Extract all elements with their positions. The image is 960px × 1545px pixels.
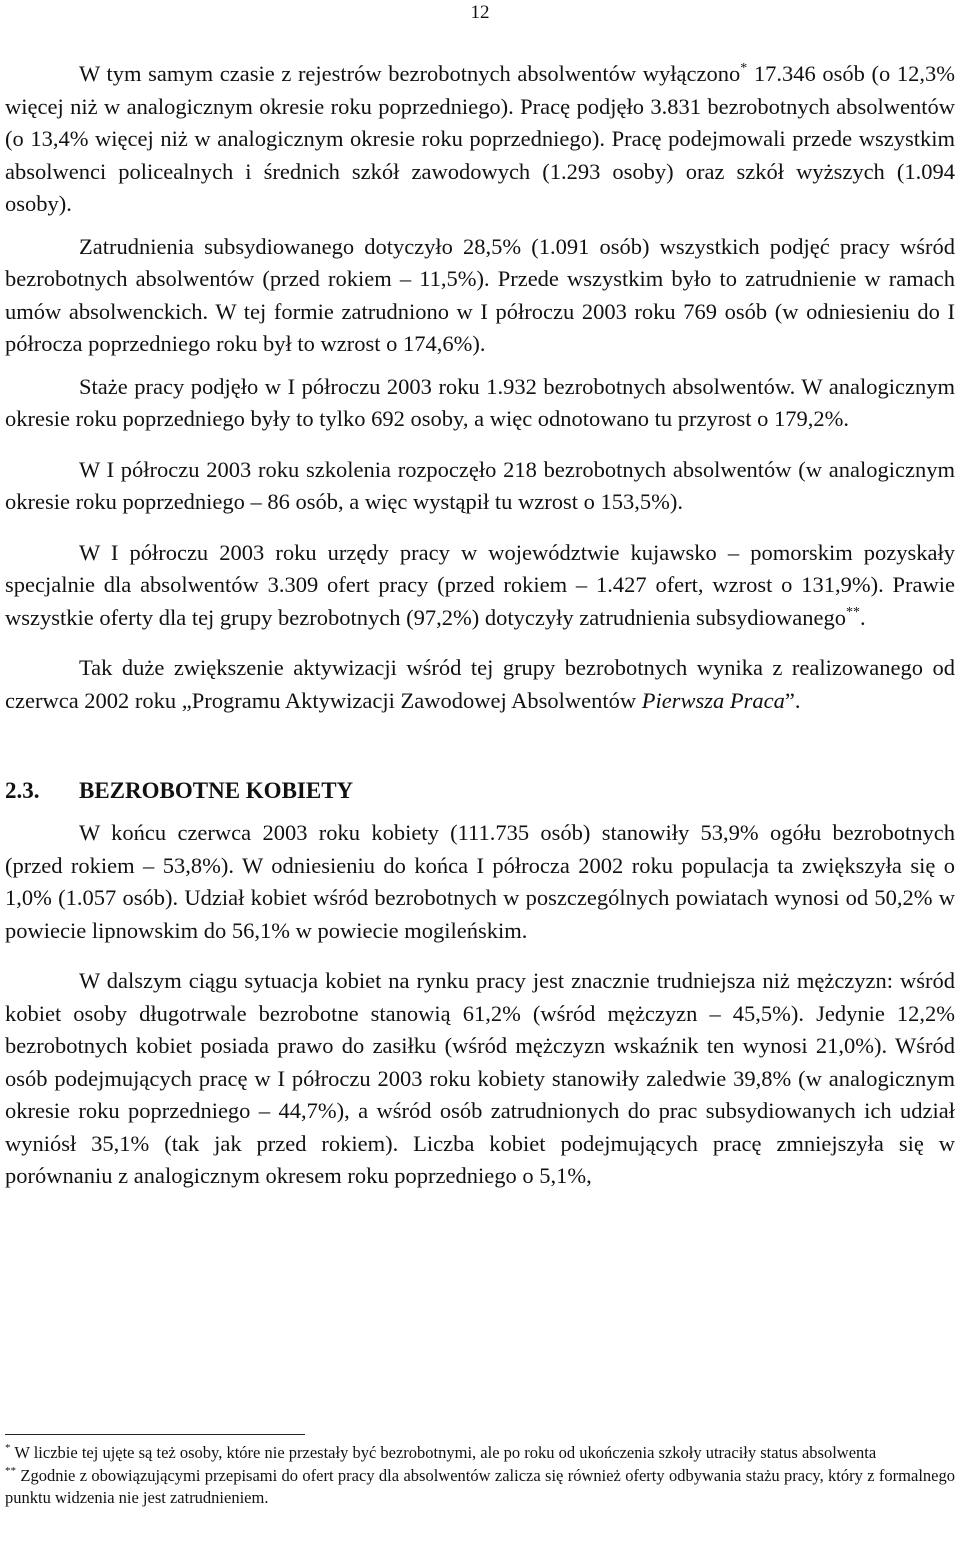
- footnotes: [5, 1442, 955, 1510]
- paragraph-program: [5, 652, 955, 717]
- paragraph-text: W tym samym czasie z rejestrów bezrobotnych absolwentów wyłączono: [79, 61, 741, 86]
- footnote-mark: **: [5, 1464, 16, 1477]
- footnote-mark: *: [5, 1442, 11, 1454]
- paragraph-internships: Staże pracy podjęło w I półroczu 2003 roku 1.932 bezrobotnych absolwentów. W analogicznym okresie roku poprzedniego były to tylko 692 osoby, a więc odnotowano tu przyrost o 179,2%.: [5, 373, 955, 431]
- section-title: BEZROBOTNE KOBIETY: [79, 778, 354, 803]
- footnote-1: [5, 1442, 955, 1465]
- paragraph-job-offers: [5, 537, 955, 635]
- footnote-text: Zgodnie z obowiązującymi przepisami do ofert pracy dla absolwentów zalicza się również oferty odbywania stażu pracy, który z formalnego punktu widzenia nie jest zatrudnieniem.: [5, 1465, 955, 1507]
- footnote-text: W liczbie tej ujęte są też osoby, które nie przestały być bezrobotnymi, ale po roku od ukończenia szkoły utraciły status absolwenta: [10, 1443, 877, 1462]
- paragraph-trainings: W I półroczu 2003 roku szkolenia rozpoczęło 218 bezrobotnych absolwentów (w analogicznym okresie roku poprzedniego – 86 osób, a więc wystąpił tu wzrost o 153,5%).: [5, 456, 955, 514]
- paragraph-graduates-deregistered: [5, 58, 955, 221]
- program-name: Pierwsza Praca: [641, 687, 785, 713]
- main-text: [5, 58, 955, 1193]
- paragraph-subsidized-employment: Zatrudnienia subsydiowanego dotyczyło 28,5% (1.091 osób) wszystkich podjęć pracy wśród bezrobotnych absolwentów (przed rokiem – 11,5%). Przede wszystkim było to zatrudnienie w ramach umów absolwenckich. W tej formie zatrudniono w I półroczu 2003 roku 769 osób (w odniesieniu do I półrocza poprzedniego roku był to wzrost o 174,6%).: [5, 233, 955, 356]
- paragraph-text: ”.: [784, 687, 801, 713]
- paragraph-text: W I półroczu 2003 roku urzędy pracy w województwie kujawsko – pomorskim pozyskały specjalnie dla absolwentów 3.309 ofert pracy (przed rokiem – 1.427 ofert, wzrost o 131,9%). Prawie wszystkie oferty dla tej grupy bezrobotnych (97,2%) dotyczyły zatrudnienia subsydiowanego: [5, 539, 955, 630]
- footnote-reference: *: [740, 61, 748, 76]
- footnote-divider: [5, 1434, 305, 1435]
- page-number: 12: [470, 2, 490, 23]
- section-number: 2.3.: [5, 778, 40, 803]
- footnote-2: [5, 1465, 955, 1510]
- paragraph-text: Tak duże zwiększenie aktywizacji wśród tej grupy bezrobotnych wynika z realizowanego od czerwca 2002 roku „Programu Aktywizacji Zawodowej Absolwentów: [5, 655, 955, 713]
- paragraph-text: .: [860, 604, 866, 630]
- section-heading: [5, 775, 955, 807]
- footnote-reference: **: [846, 604, 861, 620]
- paragraph-women-share: W końcu czerwca 2003 roku kobiety (111.735 osób) stanowiły 53,9% ogółu bezrobotnych (przed rokiem – 53,8%). W odniesieniu do końca I półrocza 2002 roku populacja ta zwiększyła się o 1,0% (1.057 osób). Udział kobiet wśród bezrobotnych w poszczególnych powiatach wynosi od 50,2% w powiecie lipnowskim do 56,1% w powiecie mogileńskim.: [5, 820, 955, 943]
- paragraph-text: 17.346 osób (o 12,3% więcej niż w analogicznym okresie roku poprzedniego). Pracę podjęło 3.831 bezrobotnych absolwentów (o 13,4% więcej niż w analogicznym okresie roku poprzedniego). Pracę podejmowali przede wszystkim absolwenci policealnych i średnich szkół zawodowych (1.293 osoby) oraz szkół wyższych (1.094 osoby).: [5, 61, 955, 216]
- paragraph-women-situation: W dalszym ciągu sytuacja kobiet na rynku pracy jest znacznie trudniejsza niż mężczyzn: wśród kobiet osoby długotrwale bezrobotne stanowią 61,2% (wśród mężczyzn – 45,5%). Jedynie 12,2% bezrobotnych kobiet posiada prawo do zasiłku (wśród mężczyzn wskaźnik ten wynosi 21,0%). Wśród osób podejmujących pracę w I półroczu 2003 roku kobiety stanowiły zaledwie 39,8% (w analogicznym okresie roku poprzedniego – 44,7%), a wśród osób zatrudnionych do prac subsydiowanych ich udział wyniósł 35,1% (tak jak przed rokiem). Liczba kobiet podejmujących pracę zmniejszyła się w porównaniu z analogicznym okresem roku poprzedniego o 5,1%,: [5, 968, 955, 1188]
